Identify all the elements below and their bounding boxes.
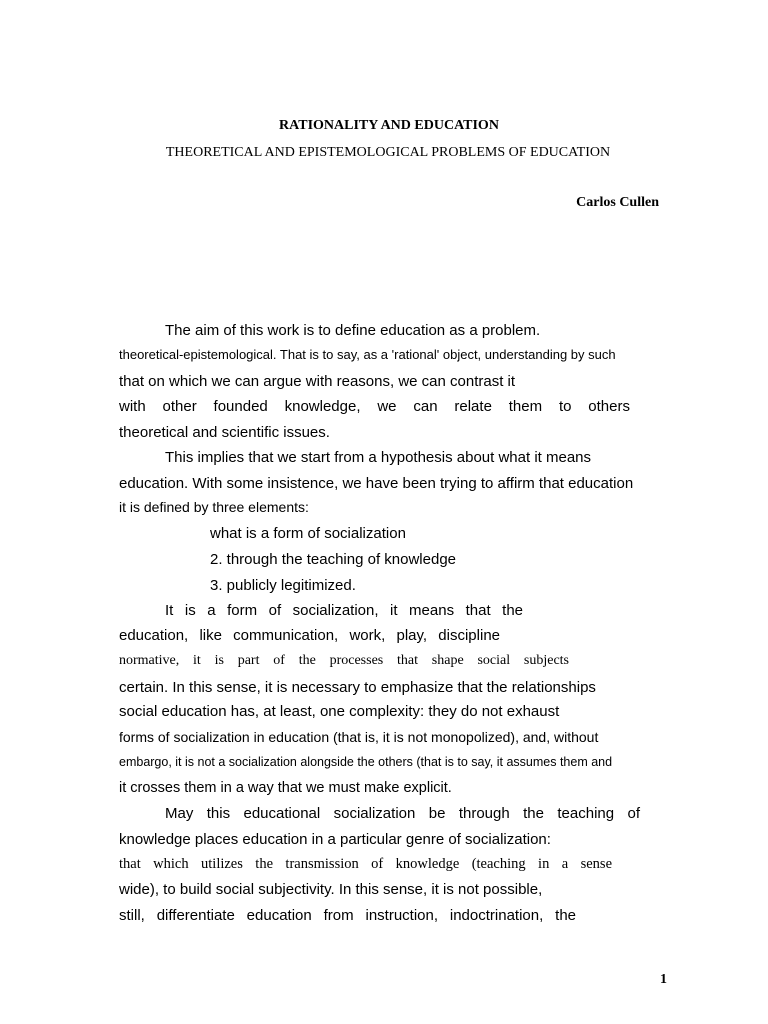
page-number: 1 [660,972,667,987]
body-line: wide), to build social subjectivity. In this sense, it is not possible, [119,881,543,898]
document-title: RATIONALITY AND EDUCATION [279,118,499,133]
list-item: 2. through the teaching of knowledge [210,551,457,568]
body-line: certain. In this sense, it is necessary to emphasize that the relationships [119,679,596,696]
body-line: This implies that we start from a hypothesis about what it means [165,449,592,466]
document-subtitle: THEORETICAL AND EPISTEMOLOGICAL PROBLEMS OF EDUCATION [165,145,611,160]
body-line: that which utilizes the transmission of knowledge (teaching in a sense [119,856,612,872]
body-line: it is defined by three elements: [119,499,309,515]
body-line: The aim of this work is to define education as a problem. [165,322,541,339]
body-line: normative, it is part of the processes that shape social subjects [119,653,569,668]
body-line: social education has, at least, one complexity: they do not exhaust [119,703,560,720]
body-line: knowledge places education in a particular genre of socialization: [119,831,551,848]
body-line: that on which we can argue with reasons, we can contrast it [119,373,516,390]
body-line: it crosses them in a way that we must make explicit. [119,780,452,796]
body-line: education, like communication, work, play, discipline [119,627,500,644]
body-line: May this educational socialization be through the teaching of [165,805,640,822]
body-line: education. With some insistence, we have been trying to affirm that education [119,475,634,492]
body-line: with other founded knowledge, we can relate them to others [119,398,630,415]
body-line: theoretical-epistemological. That is to say, as a 'rational' object, understanding by such [119,347,616,362]
list-item: what is a form of socialization [210,525,406,542]
body-line: embargo, it is not a socialization alongside the others (that is to say, it assumes them and [119,755,613,769]
body-line: theoretical and scientific issues. [119,424,330,441]
body-line: forms of socialization in education (that is, it is not monopolized), and, without [119,729,599,745]
body-line: still, differentiate education from instruction, indoctrination, the [119,907,576,924]
list-item: 3. publicly legitimized. [210,577,356,594]
body-line: It is a form of socialization, it means that the [165,602,523,619]
author-name: Carlos Cullen [576,195,659,210]
